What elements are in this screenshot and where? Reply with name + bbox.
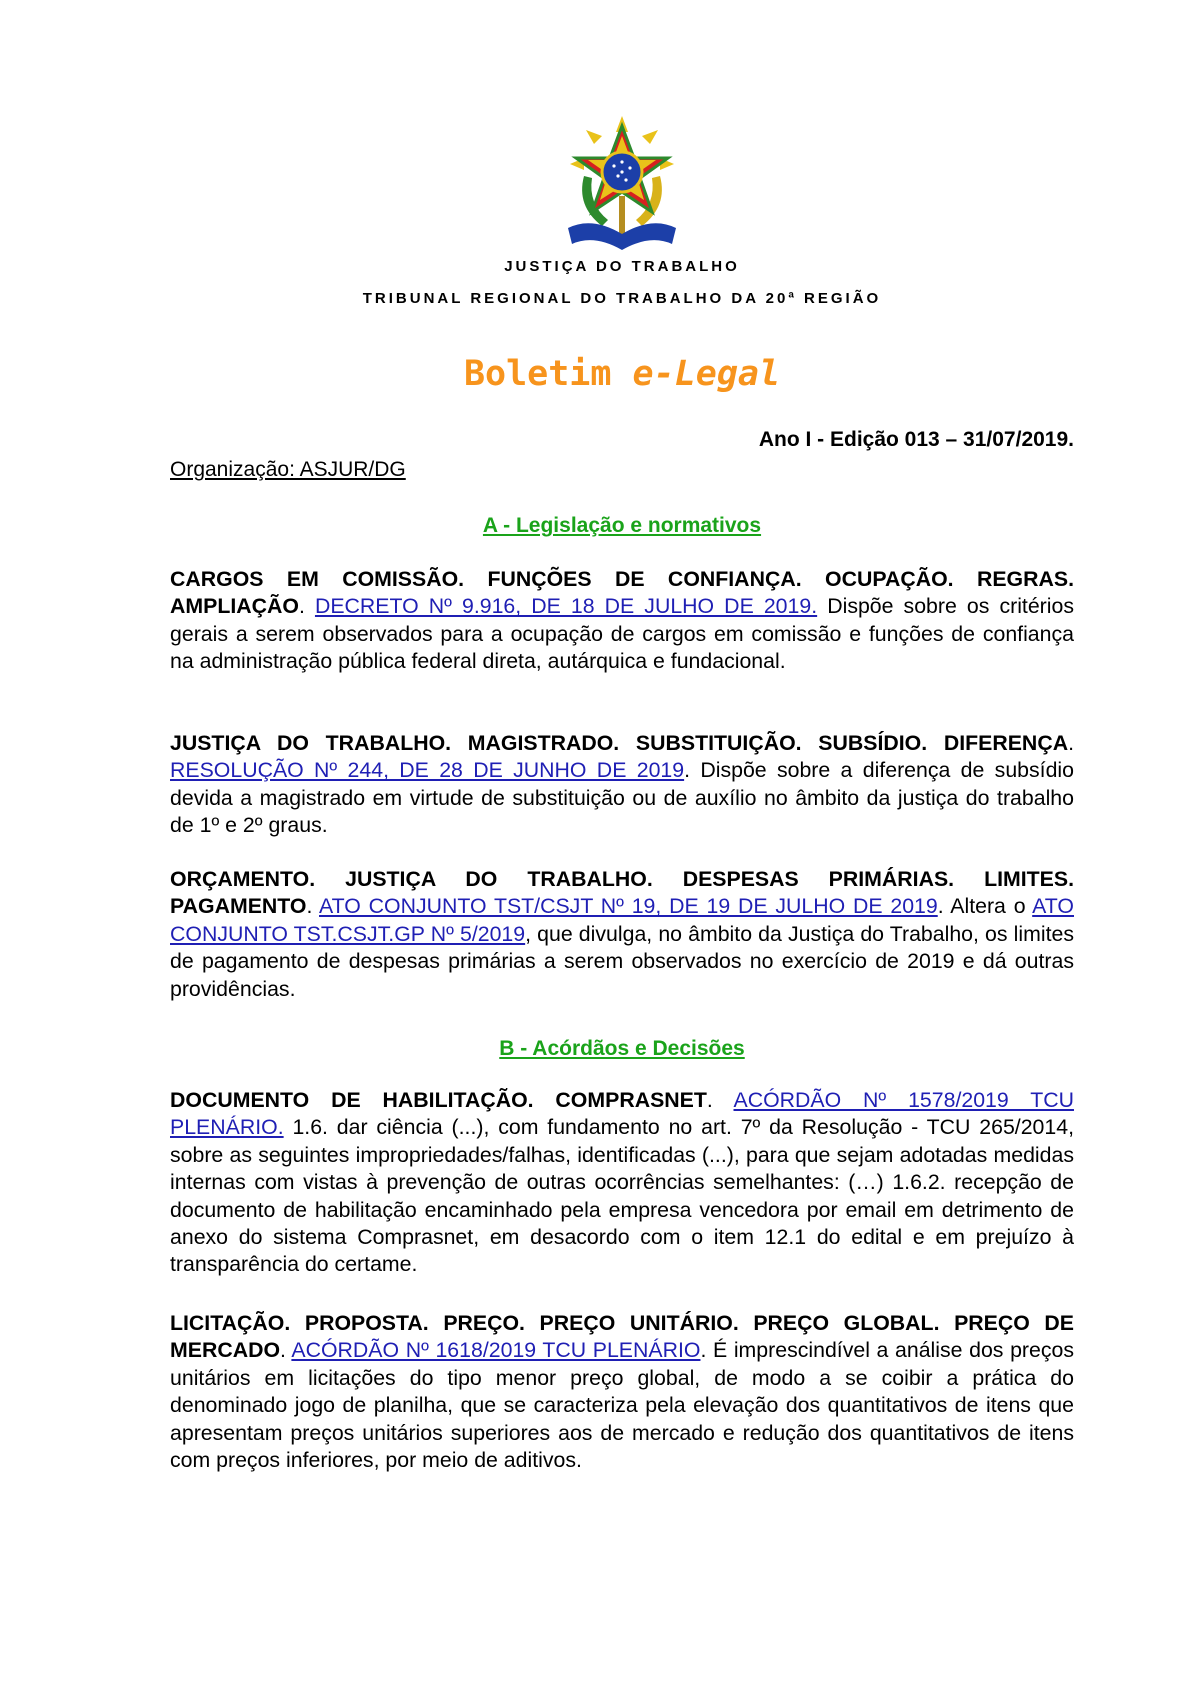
item-text: . É imprescindível a análise dos preços unitários em licitações do tipo menor preço global, de modo a se coibir a prática do denominado jogo de planilha, que se caracteriza pela elevação dos quantitativos de itens que apresentam preços unitários superiores aos de mercado e redução dos quantitativos de itens com preços inferiores, por meio de aditivos. <box>170 1338 1074 1473</box>
item-heading: CARGOS EM COMISSÃO. FUNÇÕES DE CONFIANÇA. OCUPAÇÃO. REGRAS. AMPLIAÇÃO <box>170 567 1074 619</box>
item-paragraph: DOCUMENTO DE HABILITAÇÃO. COMPRASNET. ACÓRDÃO Nº 1578/2019 TCU PLENÁRIO. 1.6. dar ciência (...), com fundamento no art. 7º da Resolução - TCU 265/2014, sobre as seguintes impropriedades/falhas, identificadas (...), para que sejam adotadas medidas internas com vistas à prevenção de outras ocorrências semelhantes: (…) 1.6.2. recepção de documento de habilitação encaminhado pela empresa vencedora por email em detrimento de anexo do sistema Comprasnet, em desacordo com o item 12.1 do edital e em prejuízo à transparência do certame. <box>170 1088 1074 1277</box>
edition-line: Ano I - Edição 013 – 31/07/2019. <box>758 428 1074 451</box>
item-text: , que divulga, no âmbito da Justiça do Trabalho, os limites de pagamento de despesas primárias a serem observados no exercício de 2019 e dá outras providências. <box>170 921 1074 1001</box>
organization-line: Organização: ASJUR/DG <box>170 458 406 481</box>
item-link[interactable]: ACÓRDÃO Nº 1618/2019 TCU PLENÁRIO <box>291 1338 701 1363</box>
item-text: 1.6. dar ciência (...), com fundamento no art. 7º da Resolução - TCU 265/2014, sobre as seguintes impropriedades/falhas, identificadas (...), para que sejam adotadas medidas internas com vistas à prevenção de outras ocorrências semelhantes: (…) 1.6.2. recepção de documento de habilitação encaminhado pela empresa vencedora por email em detrimento de anexo do sistema Comprasnet, em desacordo com o item 12.1 do edital e em prejuízo à transparência do certame. <box>170 1115 1074 1277</box>
item-paragraph: JUSTIÇA DO TRABALHO. MAGISTRADO. SUBSTITUIÇÃO. SUBSÍDIO. DIFERENÇA. RESOLUÇÃO Nº 244, DE 28 DE JUNHO DE 2019. Dispõe sobre a diferença de subsídio devida a magistrado em virtude de substituição ou de auxílio no âmbito da justiça do trabalho de 1º e 2º graus. <box>170 731 1074 838</box>
item-link[interactable]: RESOLUÇÃO Nº 244, DE 28 DE JUNHO DE 2019 <box>170 758 685 783</box>
item-paragraph: CARGOS EM COMISSÃO. FUNÇÕES DE CONFIANÇA. OCUPAÇÃO. REGRAS. AMPLIAÇÃO. DECRETO Nº 9.916, DE 18 DE JULHO DE 2019. Dispõe sobre os critérios gerais a serem observados para a ocupação de cargos em comissão e funções de confiança na administração pública federal direta, autárquica e fundacional. <box>170 567 1075 674</box>
item-heading: JUSTIÇA DO TRABALHO. MAGISTRADO. SUBSTITUIÇÃO. SUBSÍDIO. DIFERENÇA <box>170 731 1069 755</box>
coat-of-arms-brazil-emblem <box>562 116 682 252</box>
title-part-2: e-Legal <box>632 354 781 394</box>
item-link[interactable]: ATO CONJUNTO TST/CSJT Nº 19, DE 19 DE JULHO DE 2019 <box>319 894 938 919</box>
item-paragraph: ORÇAMENTO. JUSTIÇA DO TRABALHO. DESPESAS PRIMÁRIAS. LIMITES. PAGAMENTO. ATO CONJUNTO TST/CSJT Nº 19, DE 19 DE JULHO DE 2019. Altera o ATO CONJUNTO TST.CSJT.GP Nº 5/2019, que divulga, no âmbito da Justiça do Trabalho, os limites de pagamento de despesas primárias a serem observados no exercício de 2019 e dá outras providências. <box>170 867 1074 1001</box>
title-part-1: Boletim <box>463 354 633 394</box>
section-b-title: B - Acórdãos e Decisões <box>499 1037 745 1060</box>
header-tribunal-line: TRIBUNAL REGIONAL DO TRABALHO DA 20ª REGIÃO <box>362 290 882 307</box>
bulletin-title <box>170 354 1074 394</box>
header-court-line: JUSTIÇA DO TRABALHO <box>504 258 740 275</box>
item-paragraph: LICITAÇÃO. PROPOSTA. PREÇO. PREÇO UNITÁRIO. PREÇO GLOBAL. PREÇO DE MERCADO. ACÓRDÃO Nº 1618/2019 TCU PLENÁRIO. É imprescindível a análise dos preços unitários em licitações do tipo menor preço global, de modo a se coibir a prática do denominado jogo de planilha, que se caracteriza pela elevação dos quantitativos de itens que apresentam preços unitários superiores aos de mercado e redução dos quantitativos de itens com preços inferiores, por meio de aditivos. <box>170 1311 1074 1473</box>
item-link[interactable]: DECRETO Nº 9.916, DE 18 DE JULHO DE 2019. <box>314 594 818 619</box>
item-heading: ORÇAMENTO. JUSTIÇA DO TRABALHO. DESPESAS PRIMÁRIAS. LIMITES. PAGAMENTO <box>170 867 1074 919</box>
item-text: . Dispõe sobre a diferença de subsídio devida a magistrado em virtude de substituição ou de auxílio no âmbito da justiça do trabalho de 1º e 2º graus. <box>170 758 1074 838</box>
item-heading: DOCUMENTO DE HABILITAÇÃO. COMPRASNET <box>170 1088 707 1112</box>
section-a-title: A - Legislação e normativos <box>482 514 762 537</box>
item-link[interactable]: ACÓRDÃO Nº 1578/2019 TCU PLENÁRIO. <box>170 1088 1074 1140</box>
item-heading: LICITAÇÃO. PROPOSTA. PREÇO. PREÇO UNITÁRIO. PREÇO GLOBAL. PREÇO DE MERCADO <box>170 1311 1074 1363</box>
item-link-secondary[interactable]: ATO CONJUNTO TST.CSJT.GP Nº 5/2019 <box>170 894 1074 946</box>
item-text: Dispõe sobre os critérios gerais a serem observados para a ocupação de cargos em comissão e funções de confiança na administração pública federal direta, autárquica e fundacional. <box>170 594 1075 674</box>
